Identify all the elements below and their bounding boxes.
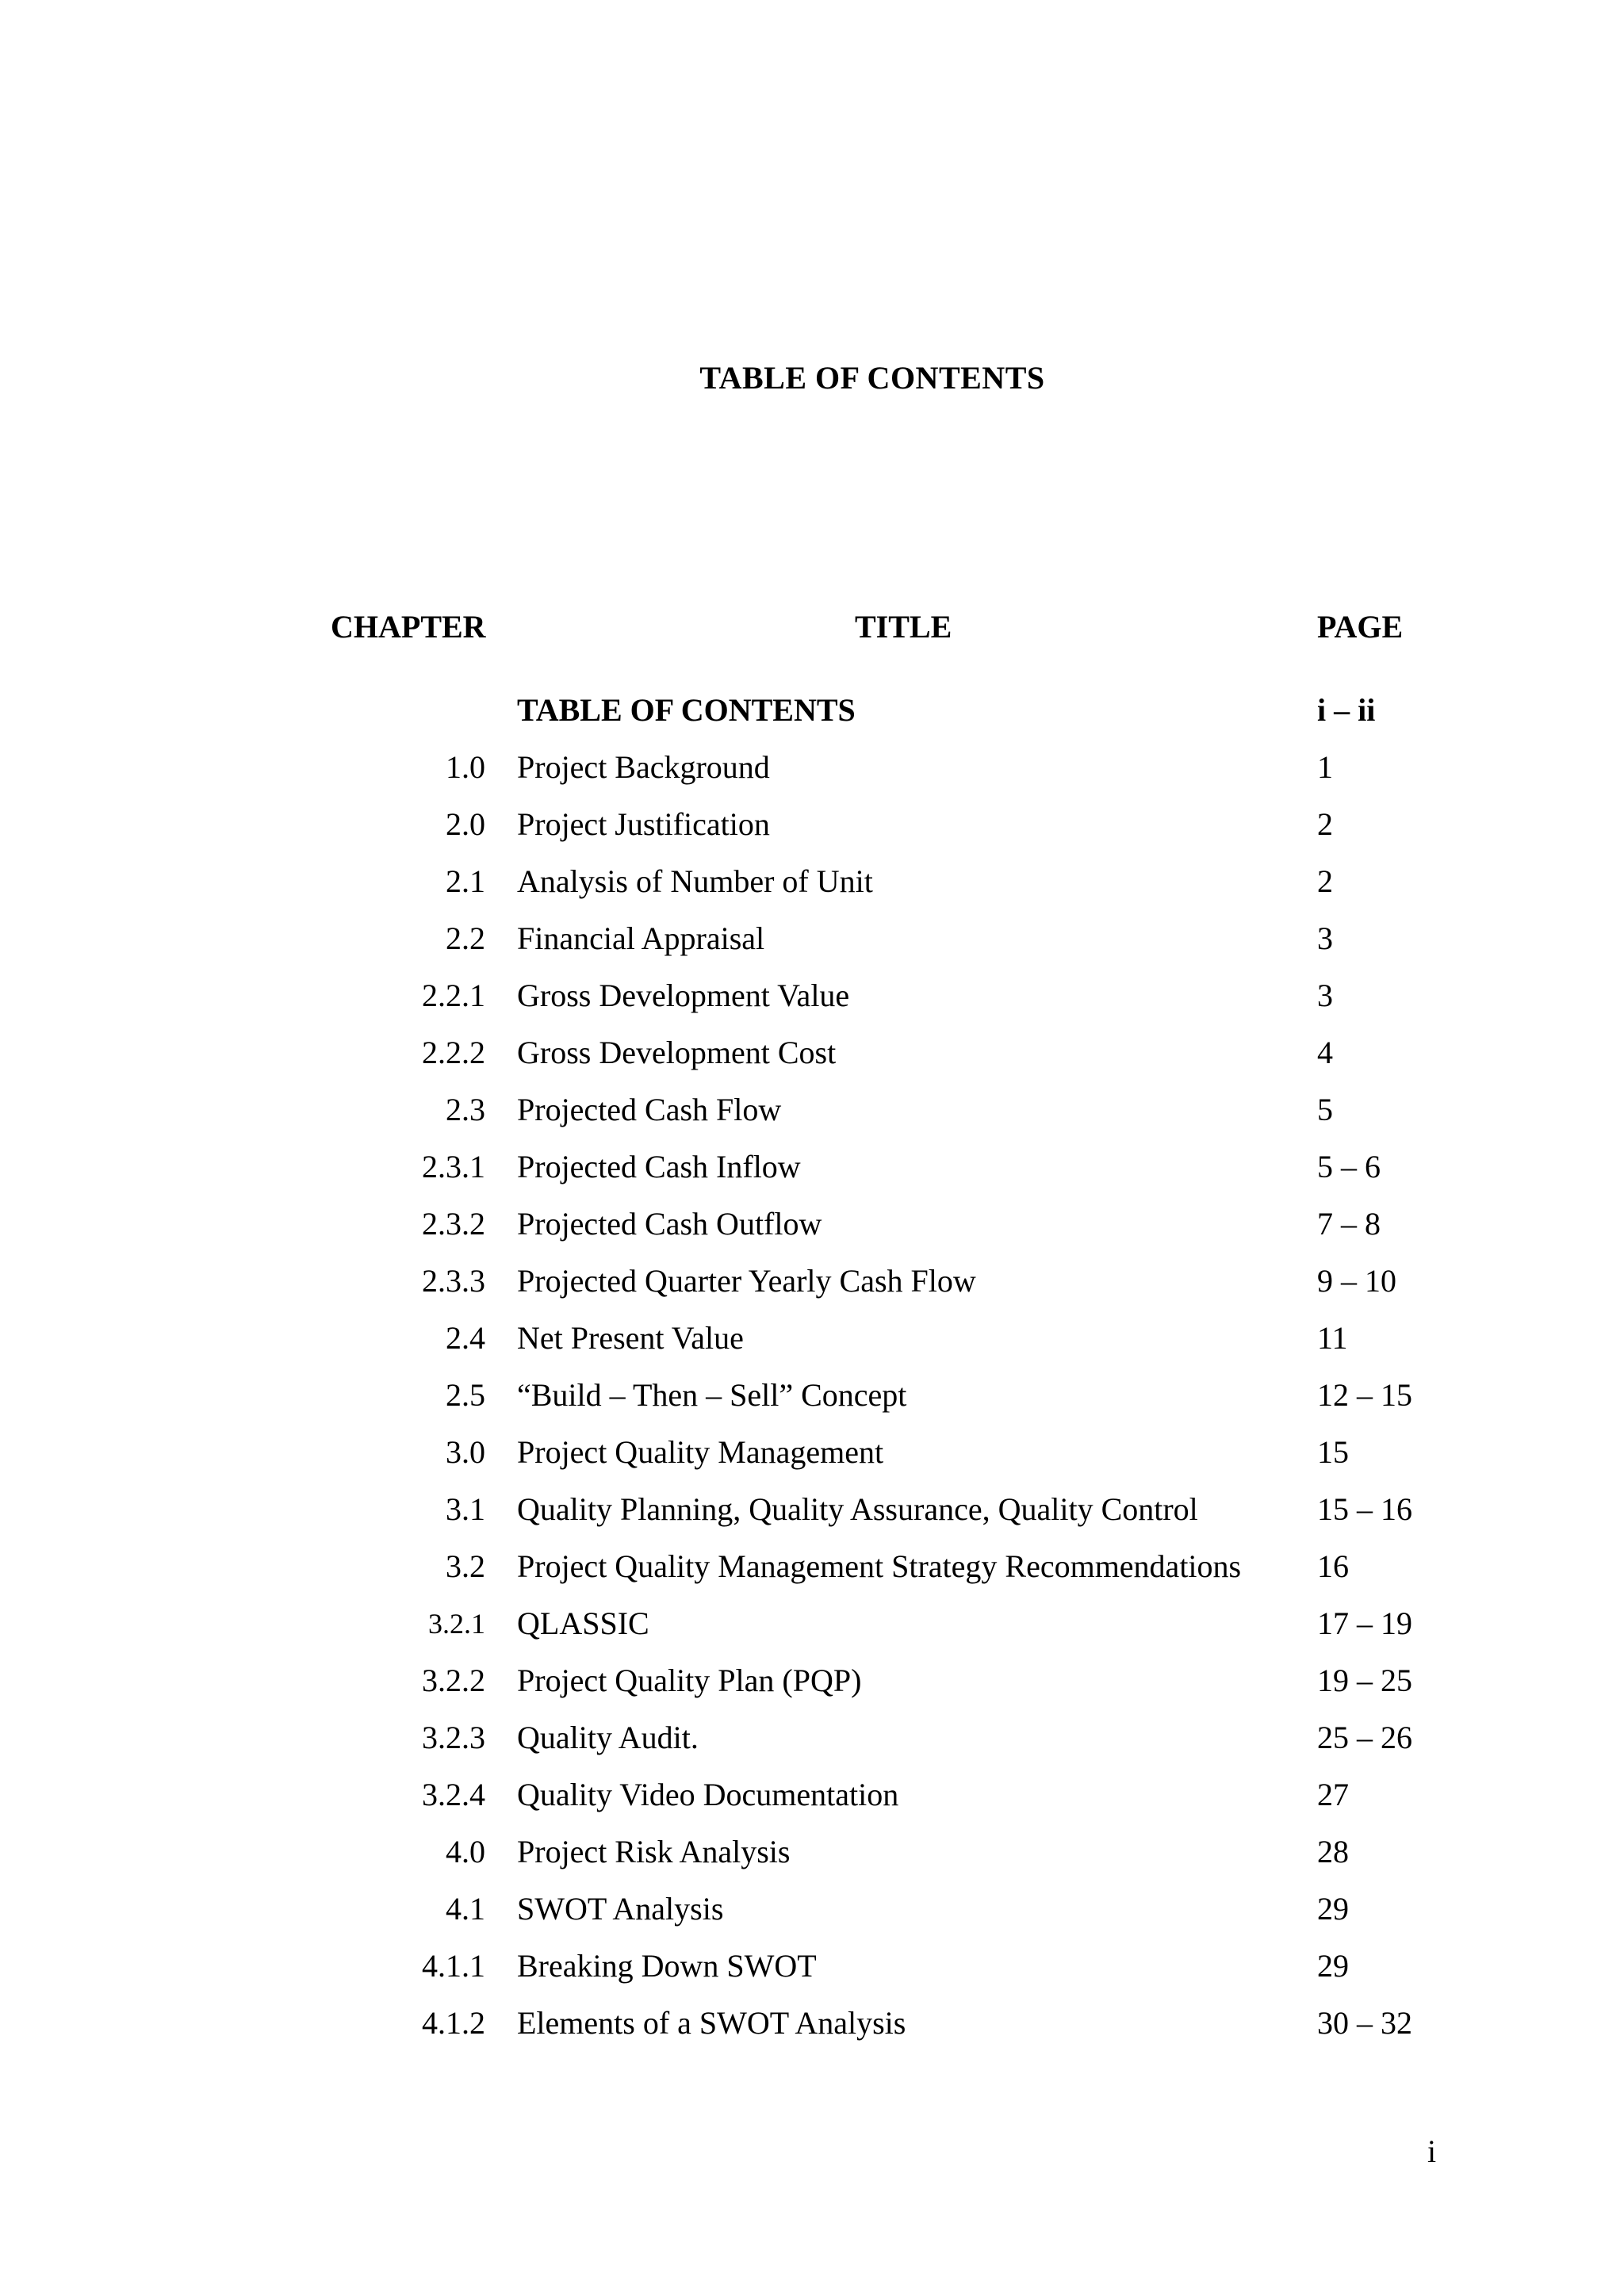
toc-entry-number: 2.4 — [446, 1320, 485, 1356]
toc-entry-title: Project Risk Analysis — [517, 1834, 791, 1869]
column-header-title: TITLE — [855, 609, 952, 645]
toc-entry-number: 2.3.1 — [422, 1149, 485, 1184]
toc-entry-title: Breaking Down SWOT — [517, 1948, 817, 1984]
toc-entry-page: 30 – 32 — [1317, 2005, 1412, 2041]
toc-entry-number: 3.1 — [446, 1491, 485, 1527]
toc-entry-title: Projected Cash Inflow — [517, 1149, 801, 1184]
toc-entry-number: 4.1.1 — [422, 1948, 485, 1984]
toc-entry-title: Analysis of Number of Unit — [517, 863, 873, 899]
toc-entry — [0, 1024, 1624, 1081]
toc-entry-page: 2 — [1317, 863, 1333, 899]
toc-entry-title: Gross Development Cost — [517, 1035, 837, 1070]
toc-entry-title: Projected Cash Outflow — [517, 1206, 822, 1242]
toc-entry — [0, 739, 1624, 796]
toc-entry-title: Project Background — [517, 749, 770, 785]
toc-entry-number: 4.0 — [446, 1834, 485, 1869]
toc-entry — [0, 1538, 1624, 1595]
toc-entry-title: “Build – Then – Sell” Concept — [517, 1377, 907, 1413]
toc-entry — [0, 682, 1624, 739]
toc-entry-page: 15 — [1317, 1434, 1349, 1470]
toc-entry-title: TABLE OF CONTENTS — [517, 692, 856, 728]
toc-entry-title: Gross Development Value — [517, 978, 850, 1013]
toc-entry — [0, 1081, 1624, 1138]
toc-entry-title: Project Quality Plan (PQP) — [517, 1663, 862, 1698]
toc-entry — [0, 1652, 1624, 1709]
toc-entry — [0, 1424, 1624, 1481]
toc-entry — [0, 1138, 1624, 1196]
toc-entry-title: SWOT Analysis — [517, 1891, 724, 1927]
toc-entry-page: 27 — [1317, 1777, 1349, 1812]
toc-entry-number: 3.2.3 — [422, 1720, 485, 1755]
toc-entry-page: 17 – 19 — [1317, 1605, 1412, 1641]
toc-entry-page: 1 — [1317, 749, 1333, 785]
toc-entry-number: 3.2.4 — [422, 1777, 485, 1812]
toc-entry — [0, 1367, 1624, 1424]
toc-entry-page: 29 — [1317, 1891, 1349, 1927]
toc-entry-title: Project Justification — [517, 806, 770, 842]
toc-entry-number: 2.2.2 — [422, 1035, 485, 1070]
toc-entry-number: 4.1 — [446, 1891, 485, 1927]
toc-entry-number: 2.2.1 — [422, 978, 485, 1013]
toc-entry-number: 3.2.1 — [428, 1608, 485, 1640]
toc-entry-title: Elements of a SWOT Analysis — [517, 2005, 906, 2041]
toc-entry — [0, 1196, 1624, 1253]
toc-entry-number: 1.0 — [446, 749, 485, 785]
toc-entry-number: 3.2 — [446, 1548, 485, 1584]
toc-entry — [0, 1253, 1624, 1310]
toc-entry-page: 4 — [1317, 1035, 1333, 1070]
toc-entry — [0, 796, 1624, 853]
toc-entry-number: 2.3.3 — [422, 1263, 485, 1299]
toc-entry-number: 2.3.2 — [422, 1206, 485, 1242]
page-number: i — [1427, 2133, 1437, 2169]
toc-entry-page: 5 – 6 — [1317, 1149, 1381, 1184]
toc-entry-page: 29 — [1317, 1948, 1349, 1984]
toc-entry-number: 3.0 — [446, 1434, 485, 1470]
toc-entry-title: Quality Video Documentation — [517, 1777, 899, 1812]
toc-entry-page: 12 – 15 — [1317, 1377, 1412, 1413]
toc-entry — [0, 1595, 1624, 1652]
toc-entry-title: Financial Appraisal — [517, 920, 765, 956]
toc-entry-page: 9 – 10 — [1317, 1263, 1396, 1299]
toc-entry — [0, 1938, 1624, 1995]
toc-entry — [0, 967, 1624, 1024]
toc-entry-title: QLASSIC — [517, 1605, 649, 1641]
toc-entry-page: 3 — [1317, 920, 1333, 956]
toc-entry — [0, 1709, 1624, 1766]
page-title: TABLE OF CONTENTS — [699, 360, 1045, 396]
toc-entry-number: 2.2 — [446, 920, 485, 956]
toc-entry — [0, 910, 1624, 967]
toc-entry-page: 7 – 8 — [1317, 1206, 1381, 1242]
toc-entry-number: 4.1.2 — [422, 2005, 485, 2041]
toc-entry-page: 3 — [1317, 978, 1333, 1013]
toc-entry-number: 2.5 — [446, 1377, 485, 1413]
toc-entry-page: 28 — [1317, 1834, 1349, 1869]
toc-entry-number: 2.0 — [446, 806, 485, 842]
toc-entry-page: 19 – 25 — [1317, 1663, 1412, 1698]
toc-entry-page: 5 — [1317, 1092, 1333, 1127]
column-header-chapter: CHAPTER — [331, 609, 486, 645]
toc-entry-page: 16 — [1317, 1548, 1349, 1584]
toc-entry-title: Quality Audit. — [517, 1720, 699, 1755]
toc-entry-title: Project Quality Management — [517, 1434, 884, 1470]
toc-list — [0, 682, 1624, 2052]
toc-entry-page: 25 – 26 — [1317, 1720, 1412, 1755]
toc-entry-title: Project Quality Management Strategy Recommendations — [517, 1548, 1242, 1584]
toc-entry-page: 2 — [1317, 806, 1333, 842]
column-header-page: PAGE — [1317, 609, 1404, 645]
toc-entry-number: 2.1 — [446, 863, 485, 899]
toc-entry — [0, 853, 1624, 910]
toc-entry-number: 2.3 — [446, 1092, 485, 1127]
toc-entry — [0, 1881, 1624, 1938]
toc-entry-number: 3.2.2 — [422, 1663, 485, 1698]
toc-entry — [0, 1823, 1624, 1881]
toc-entry — [0, 1766, 1624, 1823]
toc-entry-title: Net Present Value — [517, 1320, 744, 1356]
toc-entry-page: i – ii — [1317, 692, 1376, 728]
toc-entry — [0, 1995, 1624, 2052]
toc-entry-title: Projected Quarter Yearly Cash Flow — [517, 1263, 976, 1299]
toc-entry — [0, 1481, 1624, 1538]
toc-entry-page: 15 – 16 — [1317, 1491, 1412, 1527]
toc-entry-title: Quality Planning, Quality Assurance, Quality Control — [517, 1491, 1198, 1527]
toc-entry — [0, 1310, 1624, 1367]
toc-entry-page: 11 — [1317, 1320, 1348, 1356]
toc-entry-title: Projected Cash Flow — [517, 1092, 782, 1127]
